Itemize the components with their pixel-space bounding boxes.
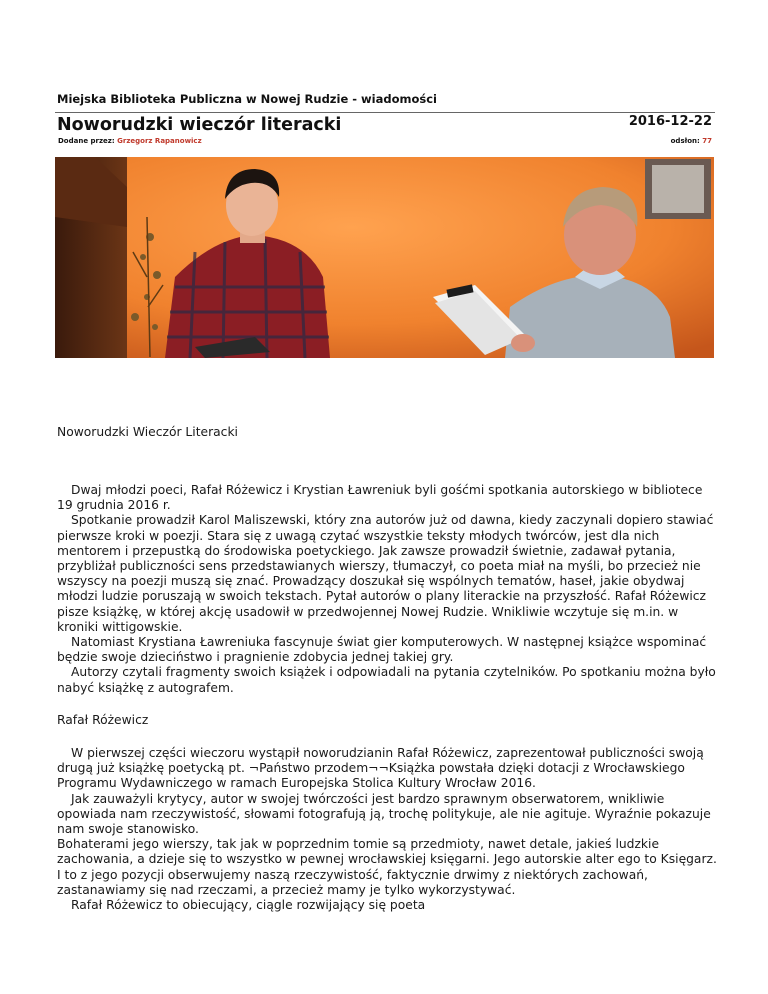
views-label: odsłon:	[670, 137, 700, 145]
paragraph: Rafał Różewicz to obiecujący, ciągle rozwijający się poeta	[71, 898, 426, 913]
author-name[interactable]: Grzegorz Rapanowicz	[117, 137, 202, 145]
article-photo	[55, 157, 714, 358]
site-title: Miejska Biblioteka Publiczna w Nowej Rudzie - wiadomości	[57, 92, 437, 106]
header-divider	[55, 112, 715, 113]
views-info	[671, 137, 712, 145]
section2-body	[57, 746, 717, 913]
paragraph: Dwaj młodzi poeci, Rafał Różewicz i Krystian Ławreniuk byli gośćmi spotkania autorskiego w bibliotece 19 grudnia 2016 r.	[57, 483, 703, 513]
paragraph: Jak zauważyli krytycy, autor w swojej twórczości jest bardzo sprawnym obserwatorem, wnikliwie opowiada nam rzeczywistość, słowami fotografują ją, trochę politykuje, ale nie agituje. Wyraźnie pokazuje nam swoje stanowisko.	[57, 791, 711, 837]
paragraph: Autorzy czytali fragmenty swoich książek i odpowiadali na pytania czytelników. Po spotkaniu można było nabyć książkę z autografem.	[57, 665, 716, 695]
paragraph: W pierwszej części wieczoru wystąpił noworudzianin Rafał Różewicz, zaprezentował publiczności swoją drugą już książkę poetycką pt. ¬Państwo przodem¬¬Książka powstała dzięki dotacji z Wrocławskiego Programu Wydawniczego w ramach Europejska Stolica Kultury Wrocław 2016.	[57, 746, 704, 791]
paragraph: Bohaterami jego wierszy, tak jak w poprzednim tomie są przedmioty, nawet detale, jakieś ludzkie zachowania, a dzieje się to wszystko w pewnej wrocławskiej księgarni. Jego autorskie alter ego to Księgarz. I to z jego pozycji obserwujemy naszą rzeczywistość, faktycznie drwimy z niektórych zachowań, zastanawiamy się nad rzeczami, a przecież mamy je tylko wykorzystywać.	[57, 837, 717, 897]
views-count: 77	[702, 137, 712, 145]
section1-body	[57, 483, 717, 696]
author-label: Dodane przez:	[58, 137, 115, 145]
article-date: 2016-12-22	[628, 114, 712, 129]
section1-heading: Noworudzki Wieczór Literacki	[57, 425, 238, 439]
article-title: Noworudzki wieczór literacki	[57, 115, 342, 135]
paragraph: Natomiast Krystiana Ławreniuka fascynuje świat gier komputerowych. W następnej książce wspominać będzie swoje dzieciństwo i pragnienie zdobycia jednej takiej gry.	[57, 635, 707, 665]
paragraph: Spotkanie prowadził Karol Maliszewski, który zna autorów już od dawna, kiedy zaczynali dopiero stawiać pierwsze kroki w poezji. Stara się z uwagą czytać wszystkie teksty młodych twórców, jest dla nich mentorem i przepustką do środowiska poetyckiego. Jak zawsze prowadził świetnie, zadawał pytania, przybliżał publiczności sens przedstawianych wierszy, tłumaczył, co poeta miał na myśli, bo przecież nie wszyscy na poezji muszą się znać. Prowadzący doszukał się wspólnych tematów, haseł, jakie obydwaj młodzi ludzie poruszają w swoich tekstach. Pytał autorów o plany literackie na przyszłość. Rafał Różewicz pisze książkę, w której akcję usadowił w przedwojennej Nowej Rudzie. Wnikliwie wczytuje się m.in. w kroniki wittigowskie.	[57, 513, 714, 634]
author-info	[58, 137, 202, 145]
section2-heading: Rafał Różewicz	[57, 713, 149, 727]
